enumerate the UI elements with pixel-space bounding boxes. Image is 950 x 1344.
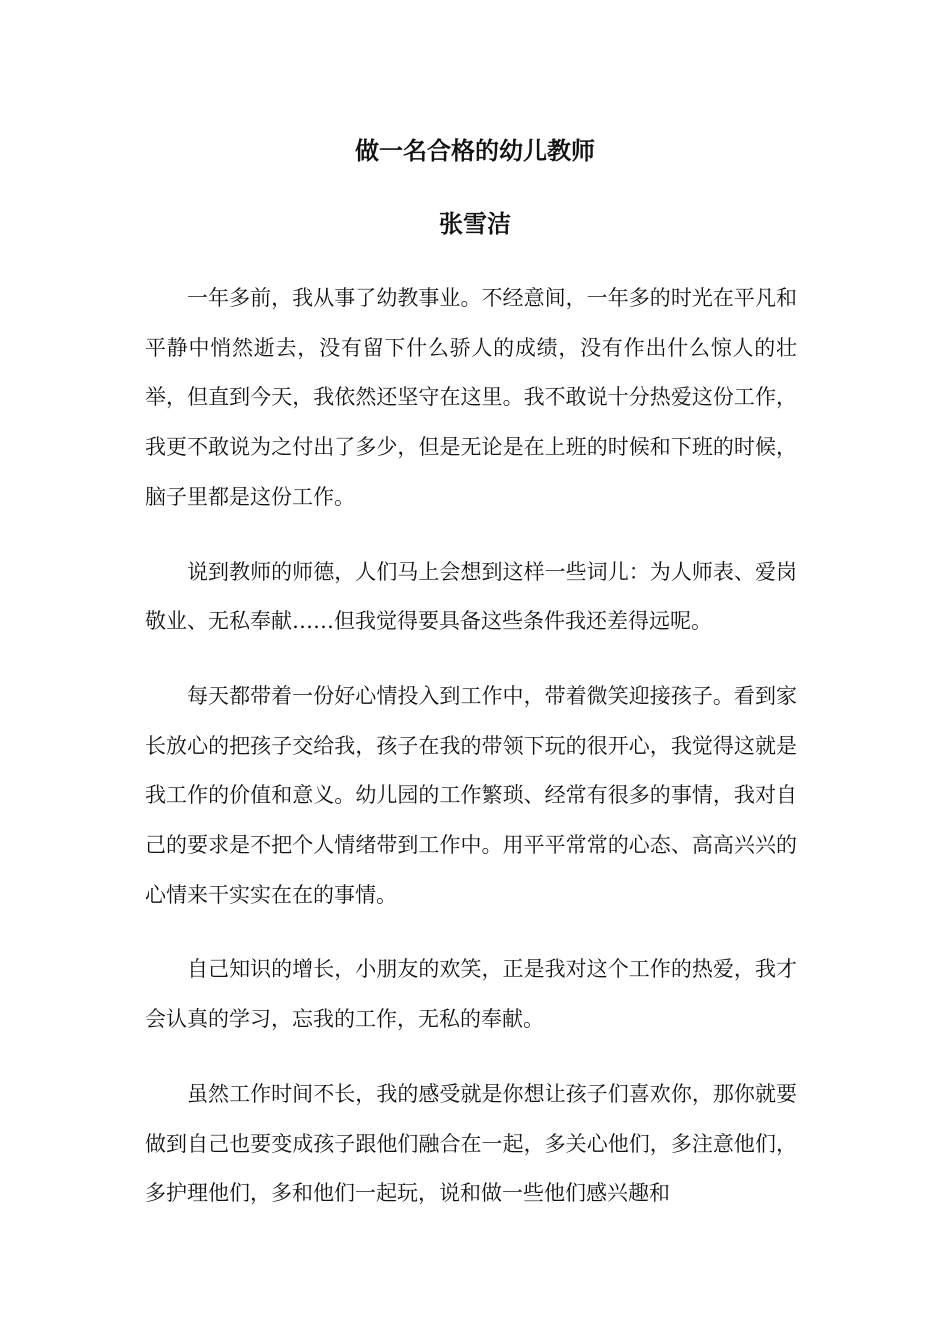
paragraph-5: 虽然工作时间不长，我的感受就是你想让孩子们喜欢你，那你就要做到自己也要变成孩子跟他们融合在一起，多关心他们，多注意他们，多护理他们，多和他们一起玩，说和做一些他们感兴趣和 [145,1081,797,1206]
paragraph-3: 每天都带着一份好心情投入到工作中，带着微笑迎接孩子。看到家长放心的把孩子交给我，孩子在我的带领下玩的很开心，我觉得这就是我工作的价值和意义。幼儿园的工作繁琐、经常有很多的事情，我对自己的要求是不把个人情绪带到工作中。用平平常常的心态、高高兴兴的心情来干实实在在的事情。 [145,683,797,907]
paragraph-4: 自己知识的增长，小朋友的欢笑，正是我对这个工作的热爱，我才会认真的学习，忘我的工作，无私的奉献。 [145,957,797,1032]
paragraph-1: 一年多前，我从事了幼教事业。不经意间，一年多的时光在平凡和平静中悄然逝去，没有留下什么骄人的成绩，没有作出什么惊人的壮举，但直到今天，我依然还坚守在这里。我不敢说十分热爱这份工作，我更不敢说为之付出了多少，但是无论是在上班的时候和下班的时候，脑子里都是这份工作。 [145,286,797,509]
paragraph-2: 说到教师的师德，人们马上会想到这样一些词儿：为人师表、爱岗敬业、无私奉献……但我觉得要具备这些条件我还差得远呢。 [145,559,797,634]
document-title: 做一名合格的幼儿教师 [355,136,595,165]
document-author: 张雪洁 [439,209,511,238]
document-body [145,274,797,1244]
